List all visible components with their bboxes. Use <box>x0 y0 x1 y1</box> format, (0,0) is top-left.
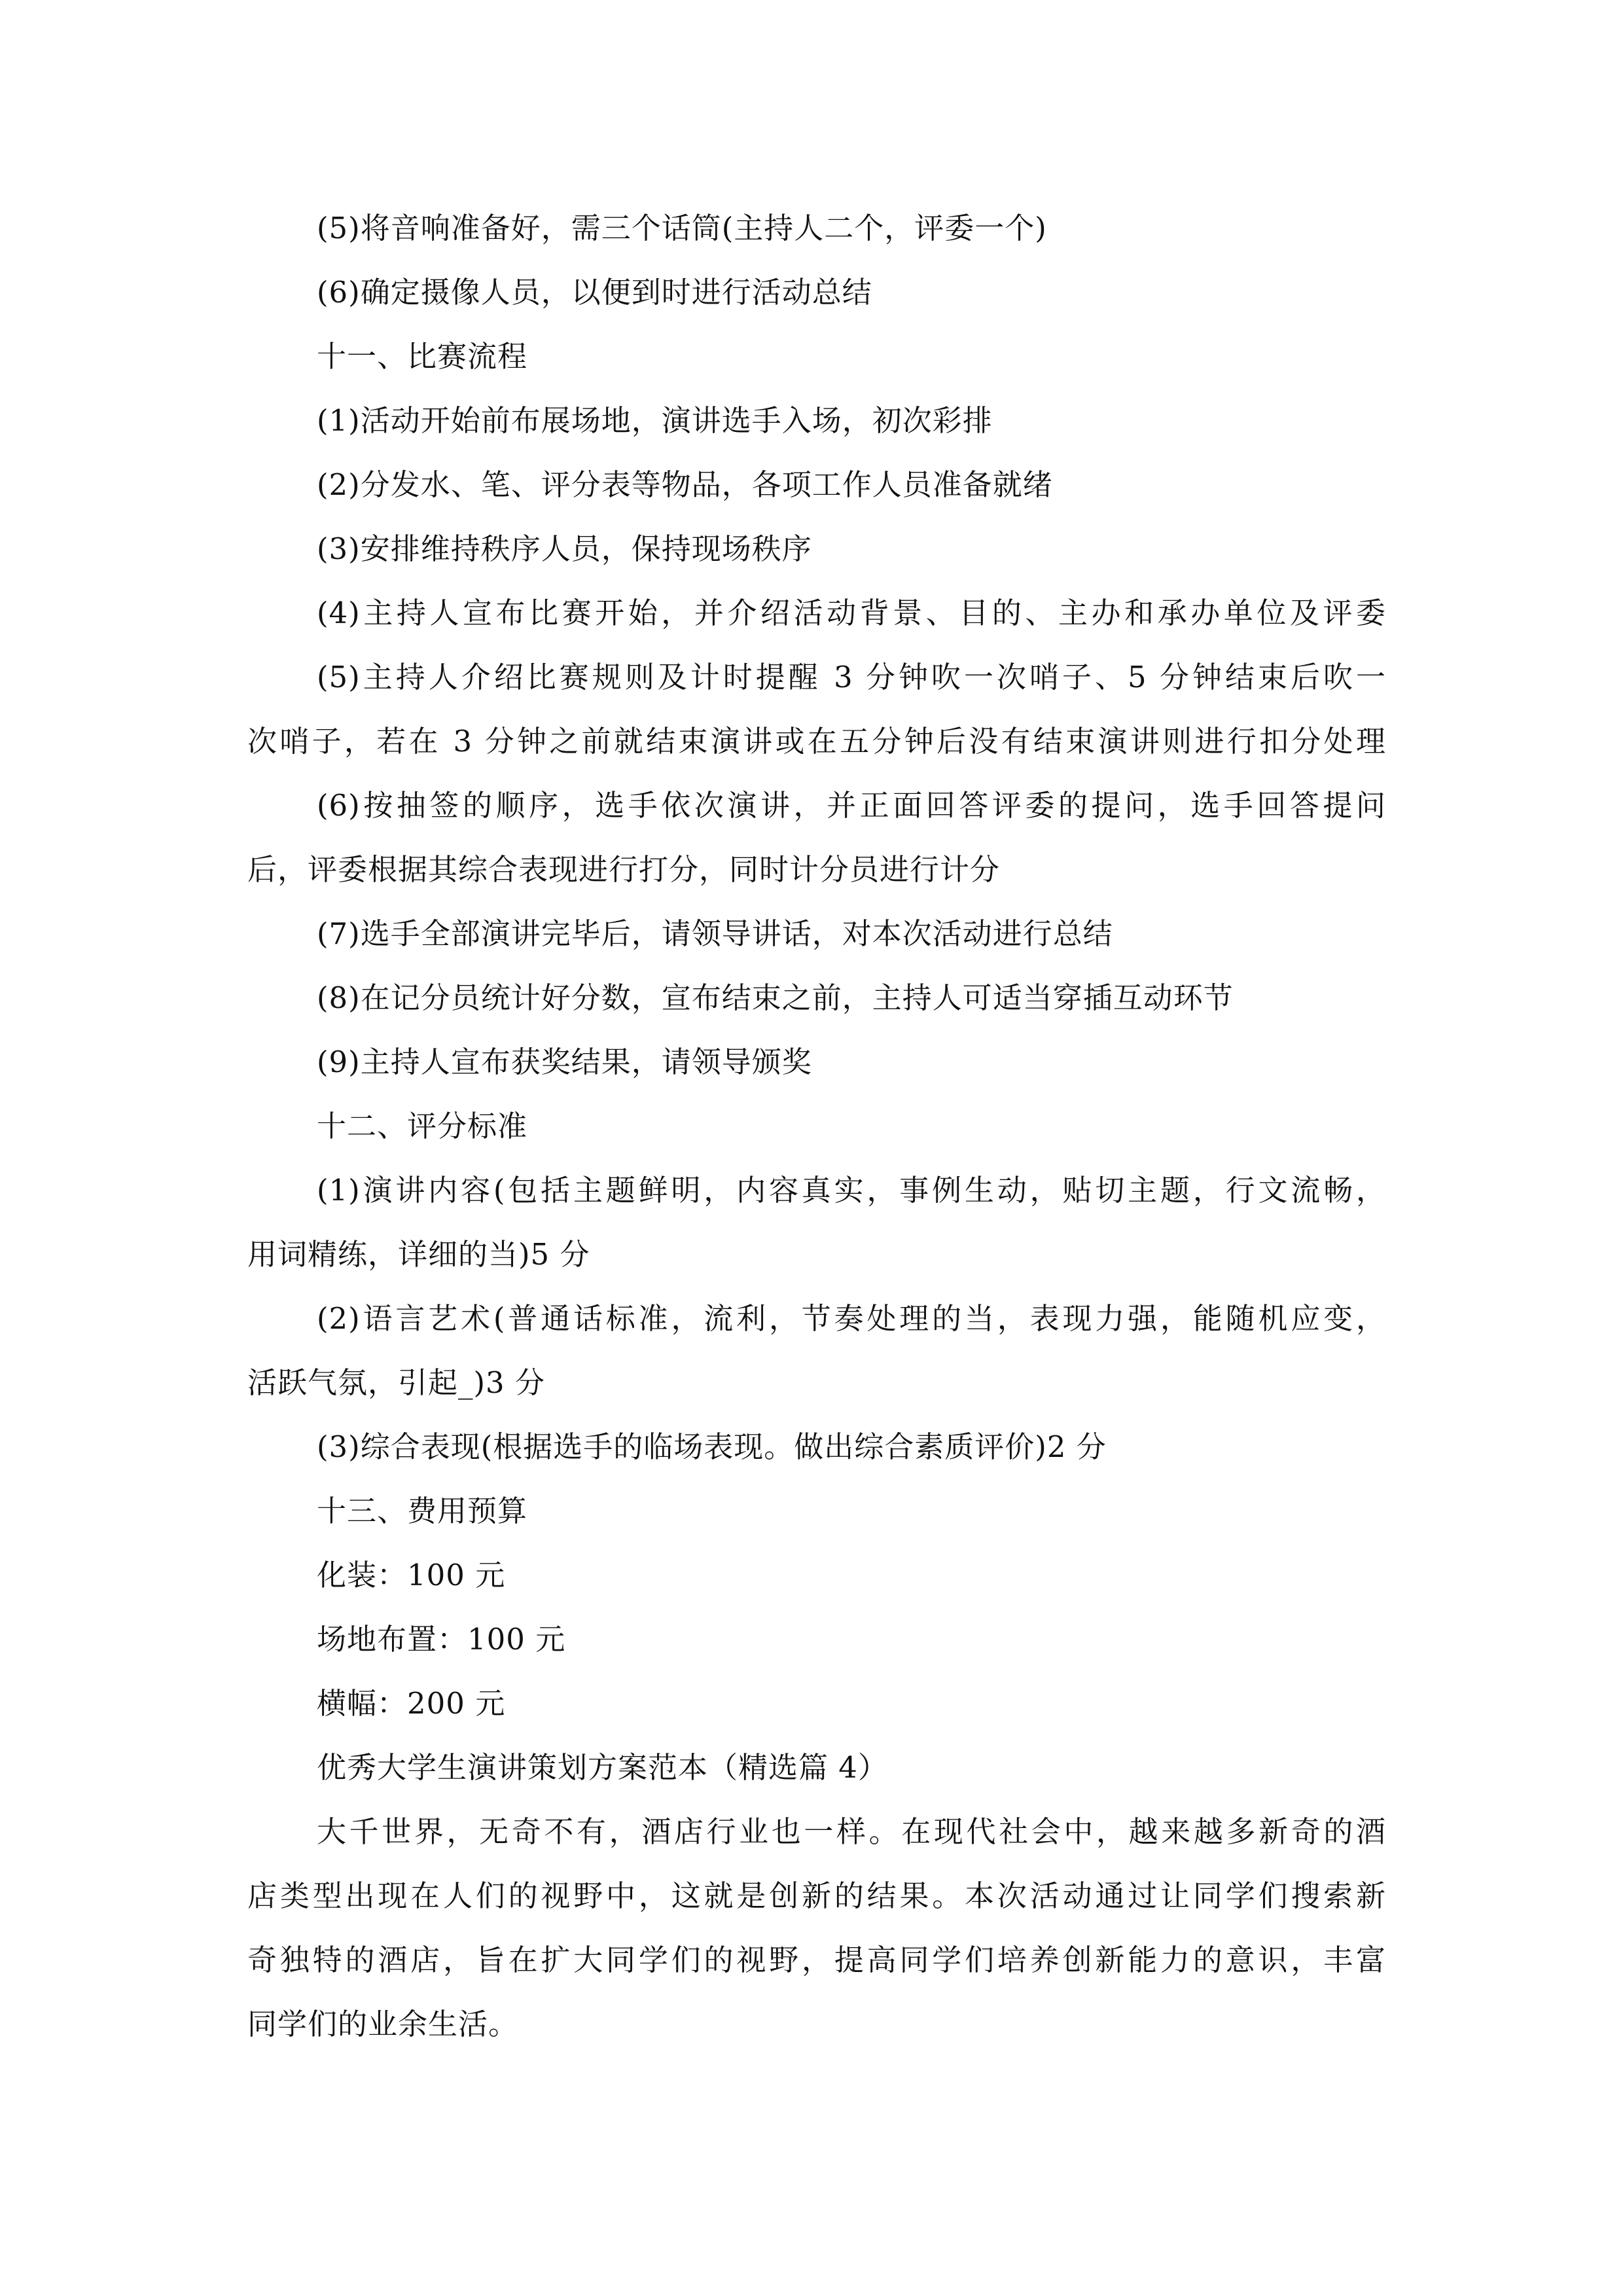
text-line: (2)语言艺术(普通话标准，流利，节奏处理的当，表现力强，能随机应变， <box>317 1301 1386 1336</box>
text-line: (3)综合表现(根据选手的临场表现。做出综合素质评价)2 分 <box>317 1429 1107 1464</box>
text-line: 同学们的业余生活。 <box>247 2007 519 2041</box>
text-line: (4)主持人宣布比赛开始，并介绍活动背景、目的、主办和承办单位及评委 <box>317 596 1386 630</box>
text-line: 十一、比赛流程 <box>317 339 528 374</box>
text-line: 后，评委根据其综合表现进行打分，同时计分员进行计分 <box>247 852 1001 887</box>
text-line: 奇独特的酒店，旨在扩大同学们的视野，提高同学们培养创新能力的意识，丰富 <box>247 1943 1386 1977</box>
text-line: (3)安排维持秩序人员，保持现场秩序 <box>317 531 812 566</box>
text-line: 次哨子，若在 3 分钟之前就结束演讲或在五分钟后没有结束演讲则进行扣分处理 <box>247 724 1386 759</box>
text-line: (5)将音响准备好，需三个话筒(主持人二个，评委一个) <box>317 211 1047 245</box>
text-line: 场地布置：100 元 <box>317 1622 566 1657</box>
text-line: 化装：100 元 <box>317 1558 506 1592</box>
text-line: (9)主持人宣布获奖结果，请领导颁奖 <box>317 1045 812 1079</box>
text-line: (1)演讲内容(包括主题鲜明，内容真实，事例生动，贴切主题，行文流畅， <box>317 1173 1386 1208</box>
text-line: 十二、评分标准 <box>317 1109 528 1143</box>
text-line: 十三、费用预算 <box>317 1494 528 1528</box>
text-line: 用词精练，详细的当)5 分 <box>247 1237 590 1272</box>
text-line: (5)主持人介绍比赛规则及计时提醒 3 分钟吹一次哨子、5 分钟结束后吹一 <box>317 660 1386 694</box>
text-line: (1)活动开始前布展场地，演讲选手入场，初次彩排 <box>317 403 993 438</box>
text-line: (8)在记分员统计好分数，宣布结束之前，主持人可适当穿插互动环节 <box>317 980 1234 1015</box>
text-line: (2)分发水、笔、评分表等物品，各项工作人员准备就绪 <box>317 467 1053 502</box>
text-line: (7)选手全部演讲完毕后，请领导讲话，对本次活动进行总结 <box>317 916 1113 951</box>
document-body <box>247 196 1386 2056</box>
text-line: 活跃气氛，引起_)3 分 <box>247 1365 545 1400</box>
text-line: (6)按抽签的顺序，选手依次演讲，并正面回答评委的提问，选手回答提问 <box>317 788 1386 823</box>
text-line: 优秀大学生演讲策划方案范本（精选篇 4） <box>317 1750 888 1785</box>
text-line: 横幅：200 元 <box>317 1686 506 1721</box>
text-line: 大千世界，无奇不有，酒店行业也一样。在现代社会中，越来越多新奇的酒 <box>317 1814 1386 1849</box>
text-line: 店类型出现在人们的视野中，这就是创新的结果。本次活动通过让同学们搜索新 <box>247 1878 1386 1913</box>
text-line: (6)确定摄像人员，以便到时进行活动总结 <box>317 275 872 310</box>
